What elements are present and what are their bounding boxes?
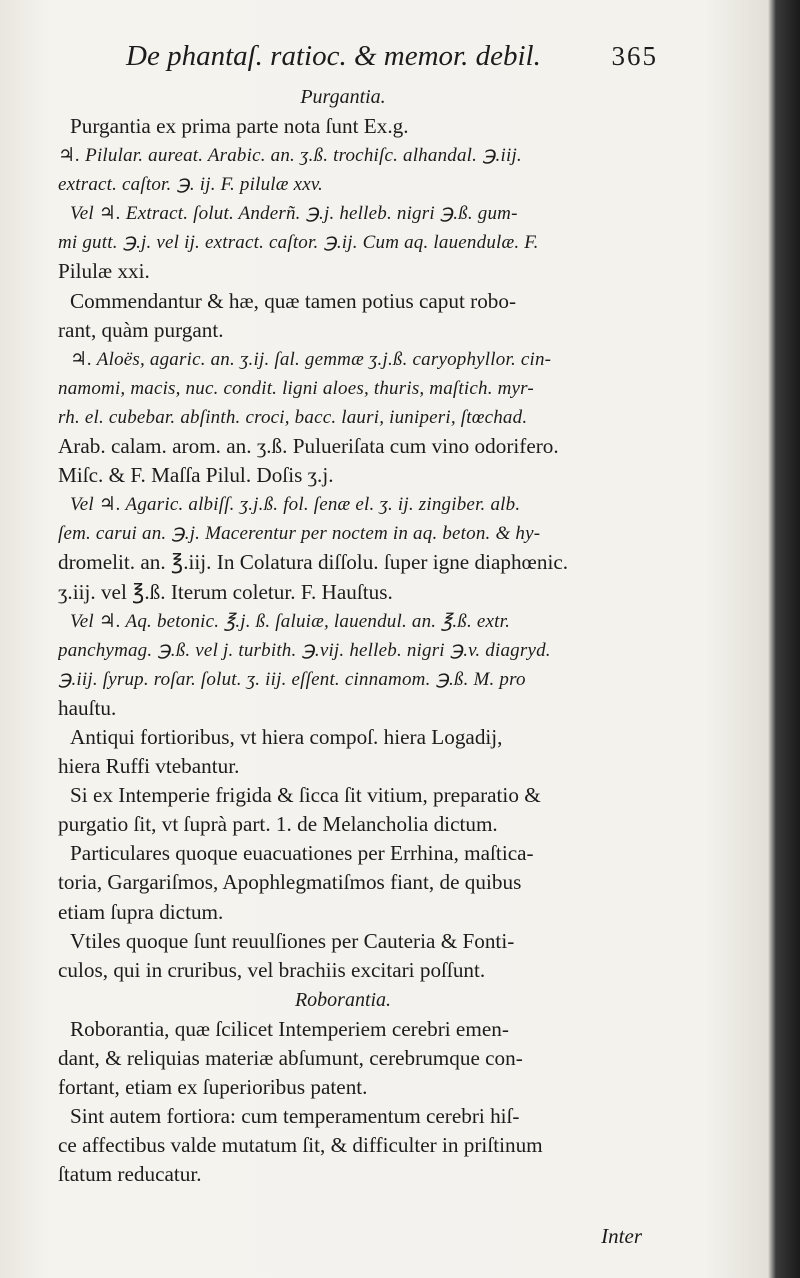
text-line: purgatio ſit, vt ſuprà part. 1. de Melancholia dictum. [58,812,498,837]
text-line: Vel ♃. Extract. ſolut. Anderñ. ℈.j. helleb. nigri ℈.ß. gum- [70,203,518,225]
text-line: ſtatum reducatur. [58,1162,202,1187]
text-line: Pilulæ xxi. [58,259,150,284]
text-line: ce affectibus valde mutatum ſit, & difficulter in priſtinum [58,1133,543,1158]
running-title: De phantaſ. ratioc. & memor. debil. [126,40,541,72]
text-line: Si ex Intemperie frigida & ſicca ſit vitium, preparatio & [70,783,541,808]
text-line: ♃. Pilular. aureat. Arabic. an. ʒ.ß. trochiſc. alhandal. ℈.iij. [58,145,522,167]
text-line: mi gutt. ℈.j. vel ij. extract. caſtor. ℈.ij. Cum aq. lauendulæ. F. [58,232,539,254]
text-line: Roborantia, quæ ſcilicet Intemperiem cerebri emen- [70,1016,509,1041]
text-line: Particulares quoque euacuationes per Errhina, maſtica- [70,841,534,866]
text-line: Miſc. & F. Maſſa Pilul. Doſis ʒ.j. [58,463,334,488]
text-line: Vel ♃. Agaric. albiſſ. ʒ.j.ß. fol. ſenæ el. ʒ. ij. zingiber. alb. [70,494,521,516]
page-content [58,40,658,1189]
text-line: extract. caſtor. ℈. ij. F. pilulæ xxv. [58,174,324,196]
running-header [58,40,658,82]
text-line: ♃. Aloës, agaric. an. ʒ.ij. ſal. gemmæ ʒ.j.ß. caryophyllor. cin- [70,348,552,370]
text-line: Purgantia ex prima parte nota ſunt Ex.g. [70,114,409,138]
section-heading: Purgantia. [300,86,386,108]
text-line: etiam ſupra dictum. [58,899,224,924]
page-number: 365 [611,41,658,71]
text-line: hauſtu. [58,695,117,720]
text-line: Arab. calam. arom. an. ʒ.ß. Pulueriſata cum vino odorifero. [58,434,559,459]
text-line: Sint autem fortiora: cum temperamentum cerebri hiſ- [70,1104,520,1129]
text-line: Vel ♃. Aq. betonic. ℥.j. ß. ſaluiæ, lauendul. an. ℥.ß. extr. [70,610,511,632]
text-line: rant, quàm purgant. [58,317,224,342]
text-line: dant, & reliquias materiæ abſumunt, cerebrumque con- [58,1045,523,1070]
text-line: hiera Ruffi vtebantur. [58,754,240,779]
text-line: Vtiles quoque ſunt reuulſiones per Cauteria & Fonti- [70,928,515,953]
text-line: ℈.iij. ſyrup. roſar. ſolut. ʒ. iij. eſſent. cinnamom. ℈.ß. M. pro [58,668,526,690]
text-line: ʒ.iij. vel ℥.ß. Iterum coletur. F. Hauſtus. [58,579,393,604]
bleed-through-text [690,90,770,650]
text-line: panchymag. ℈.ß. vel j. turbith. ℈.vij. helleb. nigri ℈.v. diagryd. [58,639,551,661]
text-line: toria, Gargariſmos, Apophlegmatiſmos fiant, de quibus [58,870,522,895]
text-line: culos, qui in cruribus, vel brachiis excitari poſſunt. [58,957,486,982]
text-line: dromelit. an. ℥.iij. In Colatura diſſolu. ſuper igne diaphœnic. [58,550,569,575]
text-line: namomi, macis, nuc. condit. ligni aloes, thuris, maſtich. myr- [58,377,534,399]
text-line: Antiqui fortioribus, vt hiera compoſ. hiera Logadij, [70,724,503,749]
text-line: Commendantur & hæ, quæ tamen potius caput robo- [70,288,517,313]
body-text [58,82,658,1189]
text-line: fortant, etiam ex ſuperioribus patent. [58,1075,368,1099]
text-line: ſem. carui an. ℈.j. Macerentur per noctem in aq. beton. & hy- [58,523,541,545]
catchword: Inter [601,1224,642,1248]
section-heading: Roborantia. [294,988,392,1011]
text-line: rh. el. cubebar. abſinth. croci, bacc. lauri, iuniperi, ſtœchad. [58,406,528,428]
